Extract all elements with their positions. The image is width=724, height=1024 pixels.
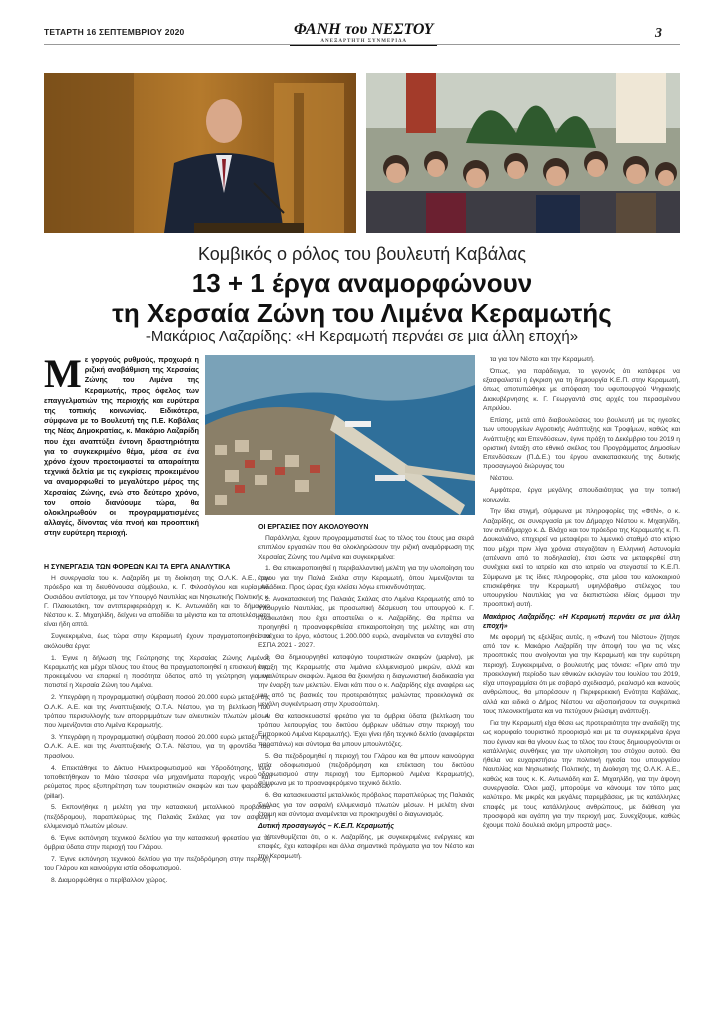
column3-subheading: Μακάριος Λαζαρίδης: «Η Κεραμωτή περνάει σε μια άλλη εποχή»: [483, 613, 680, 630]
column2-paragraph: 2. Ανακατασκευή της Παλαιάς Σκάλας στο Λιμένα Κεραμωτής από το Υπουργείο Ναυτιλίας, με προσωπική δέσμευση του υπουργού κ. Γ. Πλακιωτάκη που έχει αποστείλει ο κ. Λαζαρίδης. Θα πρέπει να προηγηθεί η προαναφερθείσα επικαιροποίηση της μελέτης και στη συνέχεια το έργο, κόστους 1.200.000 ευρώ, αναμένεται να ενταχθεί στο ΕΣΠΑ 2021 - 2027.: [258, 595, 474, 650]
column3-paragraph: τα για τον Νέστο και την Κεραμωτή.: [490, 356, 595, 363]
politician-photo: [44, 73, 356, 233]
column1-paragraph: Συγκεκριμένα, έως τώρα στην Κεραμωτή έχουν πραγματοποιηθεί τα ακόλουθα έργα:: [44, 633, 270, 650]
crowd-photo: [366, 73, 680, 233]
column1-paragraph: 7. Έγινε εκπόνηση τεχνικού δελτίου για την πεζοδρόμηση στην περιοχή του Γλάρου και καινούργια ιστία οδοφωτισμού.: [44, 856, 270, 873]
article-title-line1: 13 + 1 έργα αναμορφώνουν: [191, 268, 533, 298]
article-kicker: Κομβικός ο ρόλος του βουλευτή Καβάλας: [198, 244, 526, 264]
column3-paragraph: Όπως, για παράδειγμα, το γεγονός ότι κατάφερε να εξασφαλιστεί η έγκριση για τη δημιουργία Κ.Ε.Π. στην Κεραμωτή, όπως αποτυπώθηκε με απόφαση του υφυπουργού Ψηφιακής Διακυβέρνησης κ. Γ. Γεωργαντά στις αρχές του περασμένου Απριλίου.: [483, 367, 680, 413]
column2-paragraph: Παράλληλα, έχουν προγραμματιστεί έως το τέλος του έτους μια σειρά επιπλέον εργασιών που θα ολοκληρώσουν την ριζική αναμόρφωση της Χερσαίας Ζώνης του Λιμένα και συγκεκριμένα:: [258, 535, 474, 561]
article-column-2: [258, 520, 474, 864]
column1-paragraph: 5. Εκπονήθηκε η μελέτη για την κατασκευή μεταλλικού προβόλου (πεζόδρομου), παραπλεύρως της Παλαιάς Σκάλας για τον ασφαλή ελλιμενισμό πλωτών μέσων.: [44, 804, 270, 830]
column1-paragraph: 1. Έγινε η δήλωση της Γεώτρησης της Χερσαίας Ζώνης Λιμένος Κεραμωτής και μέχρι τέλους του έτους θα πραγματοποιηθεί η επισκευή της, προκειμένου να επαρκεί η ποσότητα ύδατος από τη γεώτρηση για να ποτιστεί η Χερσαία Ζώνη του Λιμένα.: [44, 654, 270, 690]
column2-subheading: Δυτική προσαγωγός – Κ.Ε.Π. Κεραμωτής: [258, 823, 395, 831]
header-rule: [44, 44, 680, 45]
column1-paragraph: 8. Διαμορφώθηκε ο περίβαλλον χώρος.: [51, 877, 168, 885]
issue-date: ΤΕΤΑΡΤΗ 16 ΣΕΠΤΕΜΒΡΙΟΥ 2020: [44, 27, 185, 37]
column2-paragraph: 3. Θα δημιουργηθεί καταφύγιο τουριστικών σκαφών (μαρίνα), με ένταξη της Κεραμωτής στα λιμάνια ελλιμενισμού μικρών, αλλά και μεγαλύτερων σκαφών. Άμεσα θα ξεκινήσει η διαγωνιστική διαδικασία για την έναρξη των μελετών. Είναι κάτι που ο κ. Λαζαρίδης είχε αναφέρει ως μια από τις βασικές του προτεραιότητες μαλώντας προεκλογικά σε μεγάλη συγκέντρωση στην Χρυσούπολη.: [258, 654, 474, 708]
column3-paragraph: Επίσης, μετά από διαβουλεύσεις του βουλευτή με τις ηγεσίες των υπουργείων Αγροτικής Ανάπτυξης και Τροφίμων, καθώς και Ανάπτυξης και Επενδύσεων, έγινε πράξη το Δεκέμβριο του 2019 η οριστική ένταξη στο εθνικό σκέλος του Προγράμματος Δημοσίων Επενδύσεων (Π.Δ.Ε.) του έργου ανακατασκευής της δυτικής προσαγωγού διώρυγας του: [483, 416, 680, 471]
column2-paragraph: Υπενθυμίζεται ότι, ο κ. Λαζαρίδης, με συγκεκριμένες ενέργειες και επαφές, έχει καταφέρει και άλλα σημαντικά πράγματα για τον Νέστο και την Κεραμωτή.: [258, 834, 474, 860]
article-column-1: [44, 560, 270, 888]
column3-paragraph: Νέστου.: [490, 475, 514, 483]
column2-heading: ΟΙ ΕΡΓΑΣΙΕΣ ΠΟΥ ΑΚΟΛΟΥΘΟΥΝ: [258, 524, 369, 531]
article-title-line2: τη Χερσαία Ζώνη του Λιμένα Κεραμωτής: [112, 298, 612, 328]
column1-paragraph: 6. Έγινε εκπόνηση τεχνικού δελτίου για την κατασκευή φρεατίου για τα όμβρια ύδατα στην περιοχή του Γλάρου.: [44, 834, 270, 852]
drop-cap: Μ: [44, 351, 82, 396]
article-column-3: [483, 355, 680, 833]
masthead-logo: [290, 21, 437, 46]
lead-text: ε γοργούς ρυθμούς, προχωρά η ριζική αναβάθμιση της Χερσαίας Ζώνης του Λιμένα της Κεραμωτής, προς όφελος των επαγγελματιών της περιοχής και ευρύτερα της τοπικής κοινωνίας. Ειδικότερα, σύμφωνα με το Βουλευτή της Π.Ε. Καβάλας της Νέας Δημοκρατίας, κ. Μακάριο Λαζαρίδη που έχει αναπτύξει έντονη δραστηριότητα για το συγκεκριμένο θέμα, μέσα σε ένα χρόνο έχουν προετοιμαστεί τα απαραίτητα τεχνικά δελτία με τις εγκρίσεις προκειμένου να αναμορφωθεί το μεγαλύτερο μέρος της Χερσαίας Ζώνης, ενώ στο δεύτερο χρόνο, τον οποίο διανύουμε τώρα, θα ολοκληρωθούν οι προγραμματισμένες αλλαγές, δίνοντας νέα πνοή και προοπτική στην ευρύτερη περιοχή.: [44, 355, 199, 538]
masthead-subtitle: ΑΝΕΞΑΡΤΗΤΗ ΣΥΝΜΕΡΙΔΑ: [320, 39, 408, 44]
article-subtitle: -Μακάριος Λαζαρίδης: «Η Κεραμωτή περνάει σε μια άλλη εποχή»: [145, 328, 579, 345]
column1-paragraph: 3. Υπεγράφη η προγραμματική σύμβαση ποσού 20.000 ευρώ μεταξύ της Ο.Λ.Κ. Α.Ε. και της Αναπτυξιακής Ο.Τ.Α. Νέστου, για τη φροντίδα του πρασίνου.: [44, 734, 270, 760]
column1-paragraph: Η συνεργασία του κ. Λαζαρίδη με τη διοίκηση της Ο.Λ.Κ. Α.Ε., τον πρόεδρο και τη διευθύνουσα σύμβουλο, κ. Γ. Φιλοσόγλου και κυρία Αν. Ουσιάδου αντίστοιχα, με τον Υπουργό Ναυτιλίας και Νησιωτικής Πολιτικής κ. Γ. Πλακιωτάκη, τον αντιπεριφερειάρχη κ. Κ. Αντωνιάδη και το δήμαρχο Νέστου κ. Σ. Μιχαηλίδη, δείχνει να αποδίδει τα μέγιστα και τα αποτελέσματα είναι ήδη απτά.: [44, 575, 270, 629]
page-number: 3: [655, 26, 662, 41]
column3-paragraph: Αμφότερα, έργα μεγάλης σπουδαιότητας για την τοπική κοινωνία.: [483, 487, 680, 504]
column3-paragraph: Την ίδια στιγμή, σύμφωνα με πληροφορίες της «ΦτΝ», ο κ. Λαζαρίδης, σε συνεργασία με τον Δήμαρχο Νέστου κ. Μιχαηλίδη, τον αντιδήμαρχο κ. Δ. Βλάχο και τον πρόεδρο της Κεραμωτής κ. Π. Δουκαλιάνο, επιχειρεί να μεταφέρει το λιμενικό σταθμό στο κτίριο που μέχρι πριν λίγα χρόνια στεγαζόταν η Ελληνική Αστυνομία (απέναντι από το ποδηλασία), έτσι ώστε να μεταφερθεί στη συνέχεια εκεί το ιατρείο και στο ιατρείο να στεγαστεί το Κ.Ε.Π. Σύμφωνα με τις ίδιες πληροφορίες, στα μέσα του καλοκαιριού επισκέφθηκε την Κεραμωτή υψηλόβαθμο στέλεχος του υπουργείου Ναυτιλίας για να διαπιστώσει ιδίοις όμμασι την προοπτική αυτή.: [483, 508, 680, 609]
column2-paragraph: 6. Θα κατασκευαστεί μεταλλικός πρόβολος παραπλεύρως της Παλαιάς Σκάλας για τον ασφαλή ελλιμενισμό πλωτών μέσων. Η μελέτη είναι έτοιμη και σύντομα αναμένεται να προκηρυχθεί ο διαγωνισμός.: [258, 792, 474, 818]
lead-paragraph: [44, 351, 199, 539]
column3-paragraph: Για την Κεραμωτή είχα θέσει ως προτεραιότητα την αναδείξη της ως κορυφαίο τουριστικό προορισμό και με τα συγκεκριμένα έργα που έγιναν και θα γίνουν έως το τέλος του έτους δημιουργούνται οι κατάλληλες συνθήκες για την υλοποίηση του στόχου αυτού. Θα ήθελα να ευχαριστήσω την πολιτική ηγεσία του υπουργείου Ναυτιλίας και Νησιωτικής Πολιτικής, τη Διοίκηση της Ο.Λ.Κ. Α.Ε., καθώς και τους κ. Κ. Αντωνιάδη και Σ. Μιχαηλίδη, για την άψογη συνεργασία. Όλοι μαζί, μπορούμε να κάνουμε τον τόπο μας καλύτερο. Με μικρές και μεγάλες παρεμβάσεις, με τις κατάλληλες επαφές με τους κατάλληλους ανθρώπους, με διάθεση για προσφορά και αγάπη για την περιοχή μας. Συνεχίζουμε, καθώς έχουμε πολύ δουλειά ακόμη μπροστά μας».: [483, 719, 680, 830]
masthead-title: ΦΑΝΗ του ΝΕΣΤΟΥ: [294, 21, 434, 38]
column2-paragraph: 1. Θα επικαιροποιηθεί η περιβαλλοντική μελέτη για την υλοποίηση του έργου για την Παλιά Σκάλα στην Κεραμωτή, όπου λιμενίζονται τα μυδάδικα. Προς ώρας έχει κλείσει λόγω επικινδυνότητας.: [258, 565, 474, 592]
column1-heading: Η ΣΥΝΕΡΓΑΣΙΑ ΤΩΝ ΦΟΡΕΩΝ ΚΑΙ ΤΑ ΕΡΓΑ ΑΝΑΛΥΤΙΚΑ: [44, 564, 231, 571]
column2-paragraph: 4. Θα κατασκευαστεί φρεάτιο για τα όμβρια ύδατα (βελτίωση του τρόπου λειτουργίας του δικτύου όμβριων υδάτων στην περιοχή του Εμπορικού Λιμένα Κεραμωτής). Έχει γίνει ήδη τεχνικό δελτίο (αναφέρεται παραπάνω) και σύντομα θα μπουν μπουλντόζες.: [258, 712, 474, 748]
harbor-aerial-photo: [205, 355, 475, 515]
column1-paragraph: 2. Υπεγράφη η προγραμματική σύμβαση ποσού 20.000 ευρώ μεταξύ της Ο.Λ.Κ. Α.Ε. και της Αναπτυξιακής Ο.Τ.Α. Νέστου, για τη βελτίωση του τρόπου περισυλλογής των απορριμμάτων των αλιευτικών πλωτών μέσων που λιμενίζονται στο Λιμένα Κεραμωτής.: [44, 694, 270, 730]
column1-paragraph: 4. Επεκτάθηκε το Δίκτυο Ηλεκτροφωτισμού και Υδροδότησης, ενώ τοποθετήθηκαν το Μάιο τέσσερα νέα μηχανήματα παροχής νερού και ρεύματος προς εξυπηρέτηση των τουριστικών σκαφών και των ψαράδων (pillar).: [44, 764, 270, 800]
column3-paragraph: Με αφορμή τις εξελίξεις αυτές, η «Φωνή του Νέστου» ζήτησε από τον κ. Μακάριο Λαζαρίδη την άποψή του για τις νέες προοπτικές που ανοίγονται για την Κεραμωτή και την ευρύτερη περιοχή. Συγκεκριμένα, ο βουλευτής μας τόνισε: «Πριν από την προεκλογική περίοδο των εθνικών εκλογών του Ιουλίου του 2019, είχα υπογραμμίσει ότι με σοβαρό σχεδιασμό, ρεαλισμό και ικανούς ανθρώπους, θα μπορέσουν η Περιφερειακή Ενότητα Καβάλας, αλλά και ειδικά ο Δήμος Νέστου να αξιοποιήσουν τα συγκριτικά τους πλεονεκτήματα και να πετύχουν βιώσιμη ανάπτυξη.: [483, 633, 680, 716]
column2-paragraph: 5. Θα πεζοδρομηθεί η περιοχή του Γλάρου και θα μπουν καινούργια ιστία οδοφωτισμού (πεζοδρόμηση και επέκταση του δικτύου οδοφωτισμού στην περιοχή του Εμπορικού Λιμένα Κεραμωτής), σύμφωνα με το προαναφερόμενο τεχνικό δελτίο.: [258, 752, 474, 788]
